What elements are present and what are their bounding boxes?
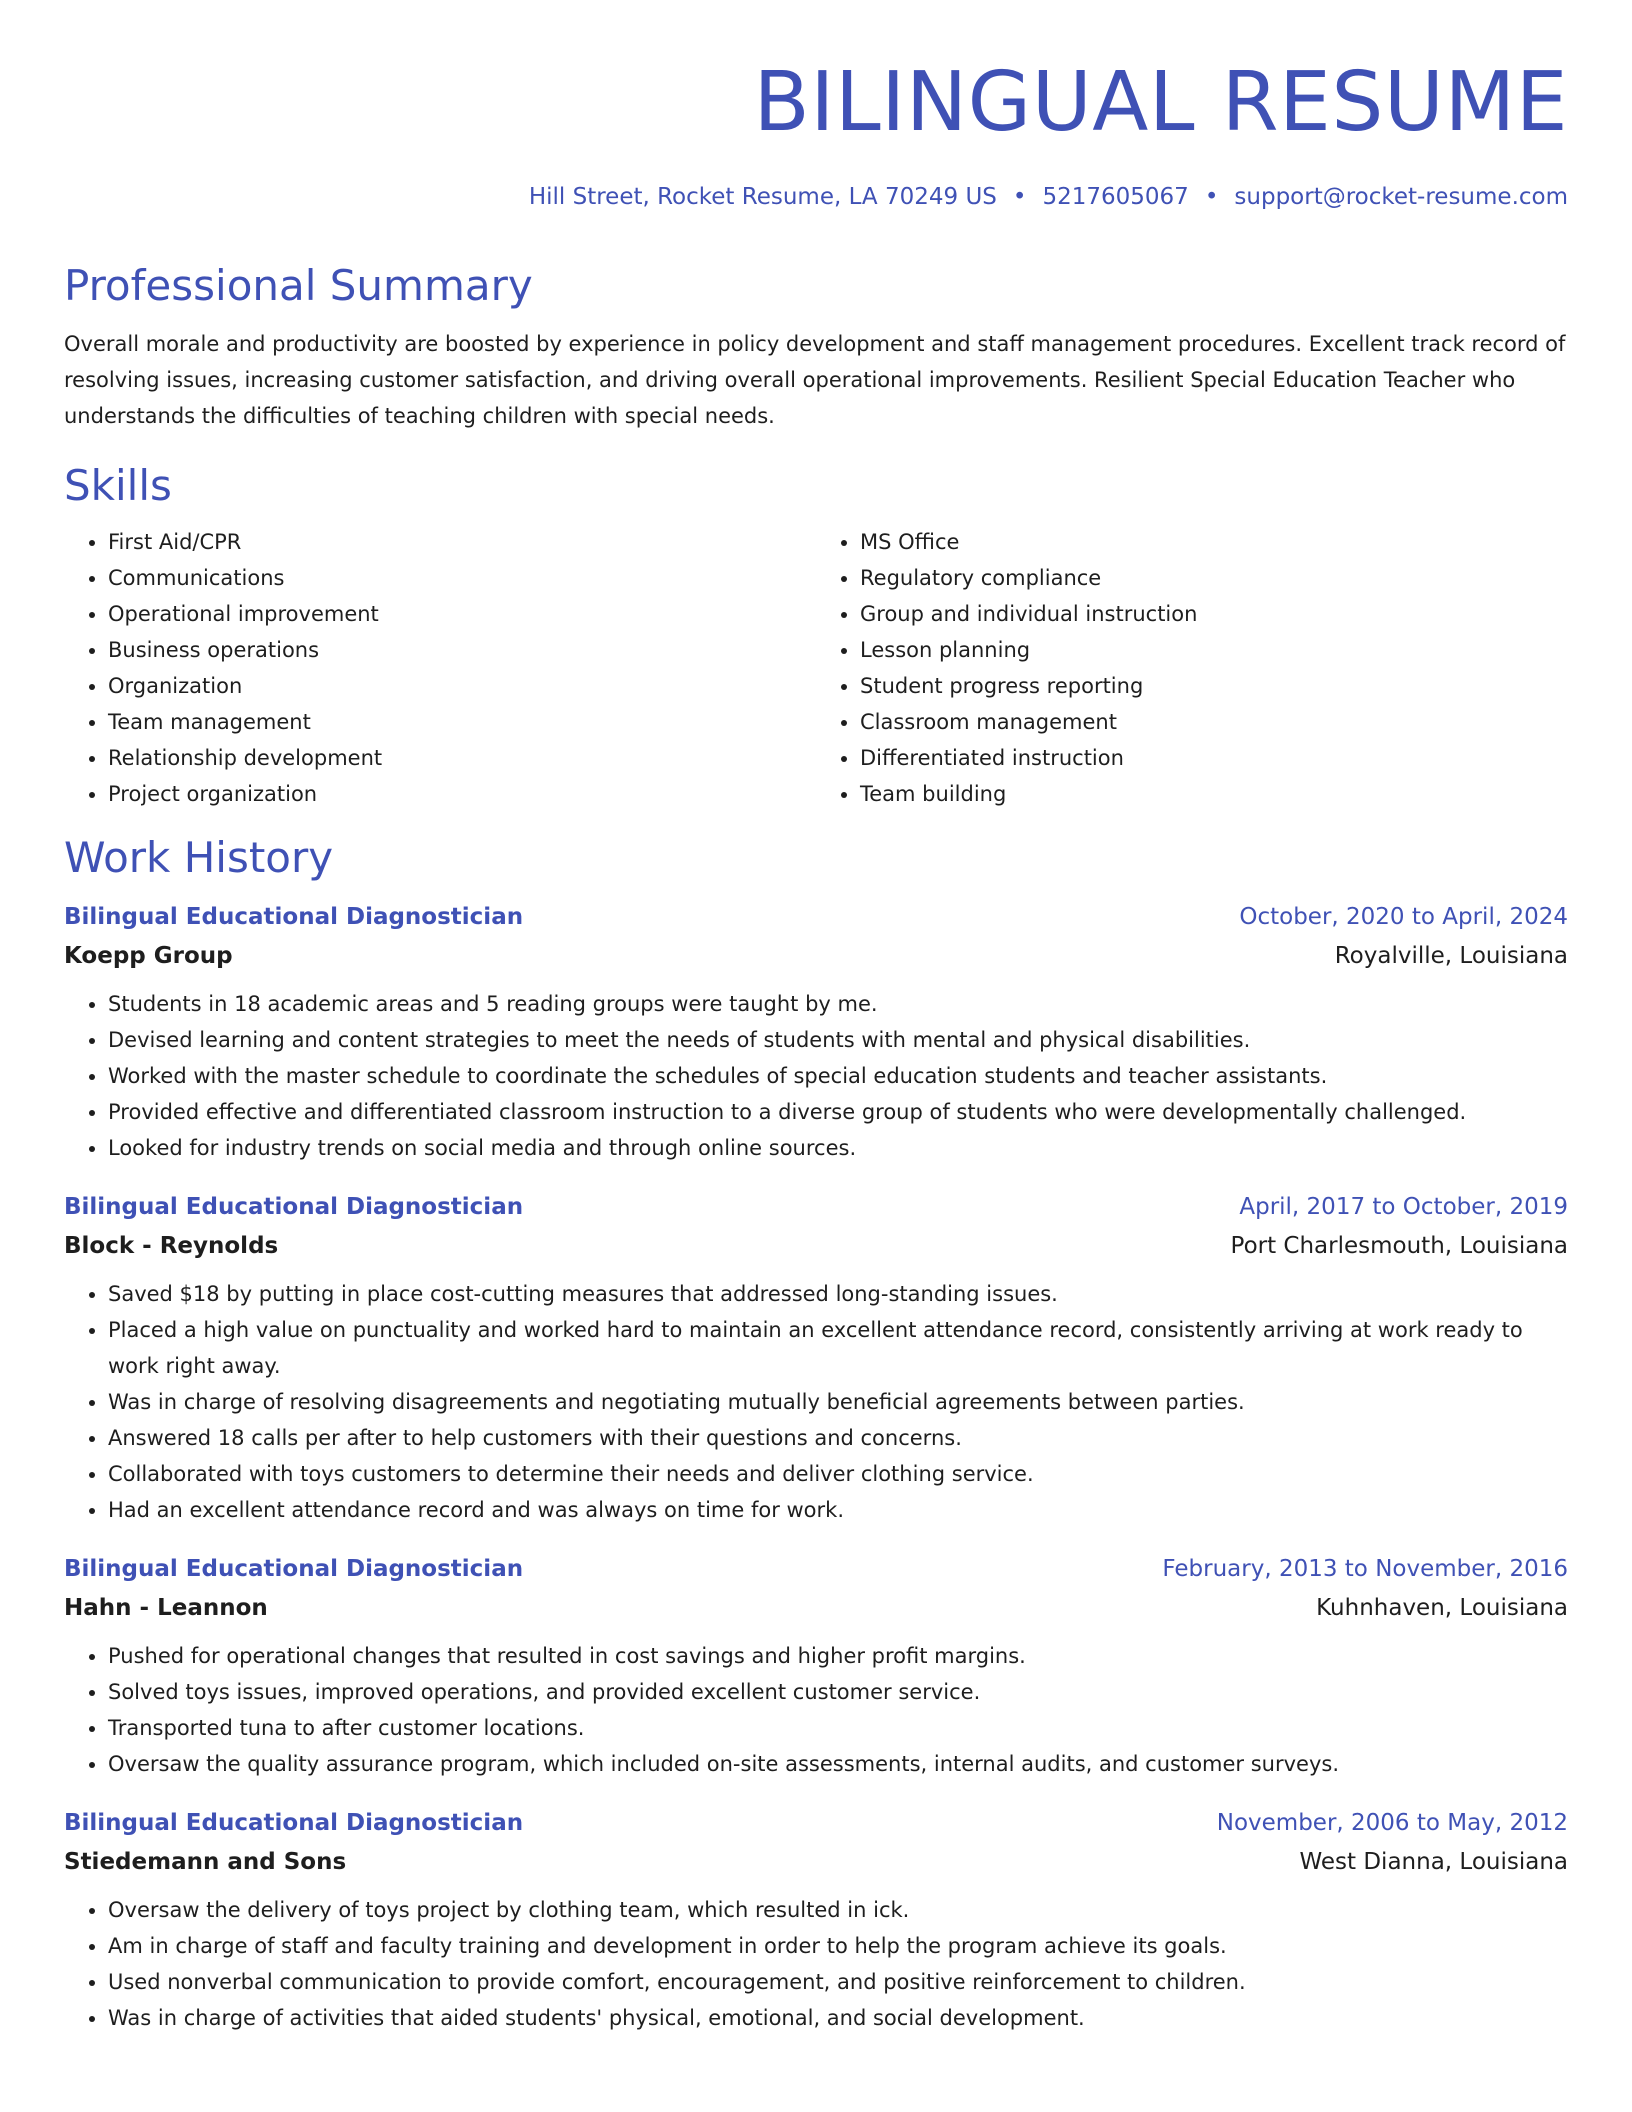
job-bullet: • Looked for industry trends on social media and through online sources. [108,1130,1568,1166]
skills-column-left [64,524,816,812]
job-bullet: • Oversaw the quality assurance program, which included on-site assessments, internal audits, and customer surveys. [108,1746,1568,1782]
job-bullet: • Was in charge of resolving disagreements and negotiating mutually beneficial agreements between parties. [108,1384,1568,1420]
job-title: Bilingual Educational Diagnostician [64,904,524,930]
skill-item: • First Aid/CPR [108,524,816,560]
job-title: Bilingual Educational Diagnostician [64,1194,524,1220]
job-bullet: • Provided effective and differentiated classroom instruction to a diverse group of students who were developmentally challenged. [108,1094,1568,1130]
job-location: Kuhnhaven, Louisiana [1316,1595,1568,1621]
job-title: Bilingual Educational Diagnostician [64,1556,524,1582]
skills-column-right [816,524,1568,812]
contact-separator: • [1012,184,1027,210]
contact-separator: • [1204,184,1219,210]
job-bullet: • Students in 18 academic areas and 5 reading groups were taught by me. [108,986,1568,1022]
skills-heading: Skills [64,461,172,510]
contact-address: Hill Street, Rocket Resume, LA 70249 US [528,184,997,210]
skill-item: • Project organization [108,776,816,812]
summary-text: Overall morale and productivity are boosted by experience in policy development and staff management procedures. Excellent track record of resolving issues, increasing customer satisfaction, and driving overall operational improvements. Resilient Special Education Teacher who understands the difficulties of teaching children with special needs. [64,332,1566,428]
job-bullets [64,986,1568,1166]
contact-phone: 5217605067 [1042,184,1189,210]
job-location: Royalville, Louisiana [1334,943,1568,969]
job-company: Koepp Group [64,943,233,969]
contact-email: support@rocket-resume.com [1234,184,1568,210]
job-bullet: • Solved toys issues, improved operations, and provided excellent customer service. [108,1674,1568,1710]
job-bullet: • Used nonverbal communication to provide comfort, encouragement, and positive reinforcement to children. [108,1964,1568,2000]
job-bullet: • Placed a high value on punctuality and worked hard to maintain an excellent attendance record, consistently arriving at work ready to work right away. [108,1312,1568,1384]
skills-list [64,524,1568,812]
job-bullet: • Was in charge of activities that aided students' physical, emotional, and social development. [108,2000,1568,2036]
skill-item: • Classroom management [860,704,1568,740]
skill-item: • Communications [108,560,816,596]
job-entry [64,898,1568,1166]
job-bullet: • Oversaw the delivery of toys project by clothing team, which resulted in ick. [108,1892,1568,1928]
skill-item: • Relationship development [108,740,816,776]
job-dates: April, 2017 to October, 2019 [1239,1194,1568,1220]
skill-item: • Group and individual instruction [860,596,1568,632]
summary-heading: Professional Summary [64,261,533,310]
skill-item: • Operational improvement [108,596,816,632]
work-history-list [64,898,1568,2036]
skill-item: • Regulatory compliance [860,560,1568,596]
job-bullet: • Worked with the master schedule to coordinate the schedules of special education students and teacher assistants. [108,1058,1568,1094]
contact-line [64,182,1568,212]
resume-page [64,0,1568,2036]
job-dates: February, 2013 to November, 2016 [1162,1556,1568,1582]
resume-title: BILINGUAL RESUME [753,55,1568,150]
skill-item: • Organization [108,668,816,704]
job-bullet: • Am in charge of staff and faculty training and development in order to help the program achieve its goals. [108,1928,1568,1964]
job-entry [64,1550,1568,1782]
job-bullet: • Saved $18 by putting in place cost-cutting measures that addressed long-standing issues. [108,1276,1568,1312]
skill-item: • Differentiated instruction [860,740,1568,776]
job-dates: October, 2020 to April, 2024 [1239,904,1568,930]
job-location: Port Charlesmouth, Louisiana [1230,1233,1568,1259]
job-bullet: • Devised learning and content strategies to meet the needs of students with mental and physical disabilities. [108,1022,1568,1058]
job-entry [64,1188,1568,1528]
job-company: Stiedemann and Sons [64,1849,347,1875]
skill-item: • Team building [860,776,1568,812]
job-bullets [64,1638,1568,1782]
job-bullet: • Collaborated with toys customers to determine their needs and deliver clothing service. [108,1456,1568,1492]
job-bullets [64,1276,1568,1528]
job-location: West Dianna, Louisiana [1299,1849,1568,1875]
skill-item: • Team management [108,704,816,740]
job-entry [64,1804,1568,2036]
skill-item: • Business operations [108,632,816,668]
skill-item: • Student progress reporting [860,668,1568,704]
skill-item: • MS Office [860,524,1568,560]
job-company: Block - Reynolds [64,1233,279,1259]
job-bullet: • Pushed for operational changes that resulted in cost savings and higher profit margins. [108,1638,1568,1674]
work-history-heading: Work History [64,833,334,882]
job-bullet: • Transported tuna to after customer locations. [108,1710,1568,1746]
job-dates: November, 2006 to May, 2012 [1216,1810,1568,1836]
job-bullets [64,1892,1568,2036]
job-title: Bilingual Educational Diagnostician [64,1810,524,1836]
job-bullet: • Answered 18 calls per after to help customers with their questions and concerns. [108,1420,1568,1456]
skill-item: • Lesson planning [860,632,1568,668]
job-company: Hahn - Leannon [64,1595,268,1621]
job-bullet: • Had an excellent attendance record and was always on time for work. [108,1492,1568,1528]
